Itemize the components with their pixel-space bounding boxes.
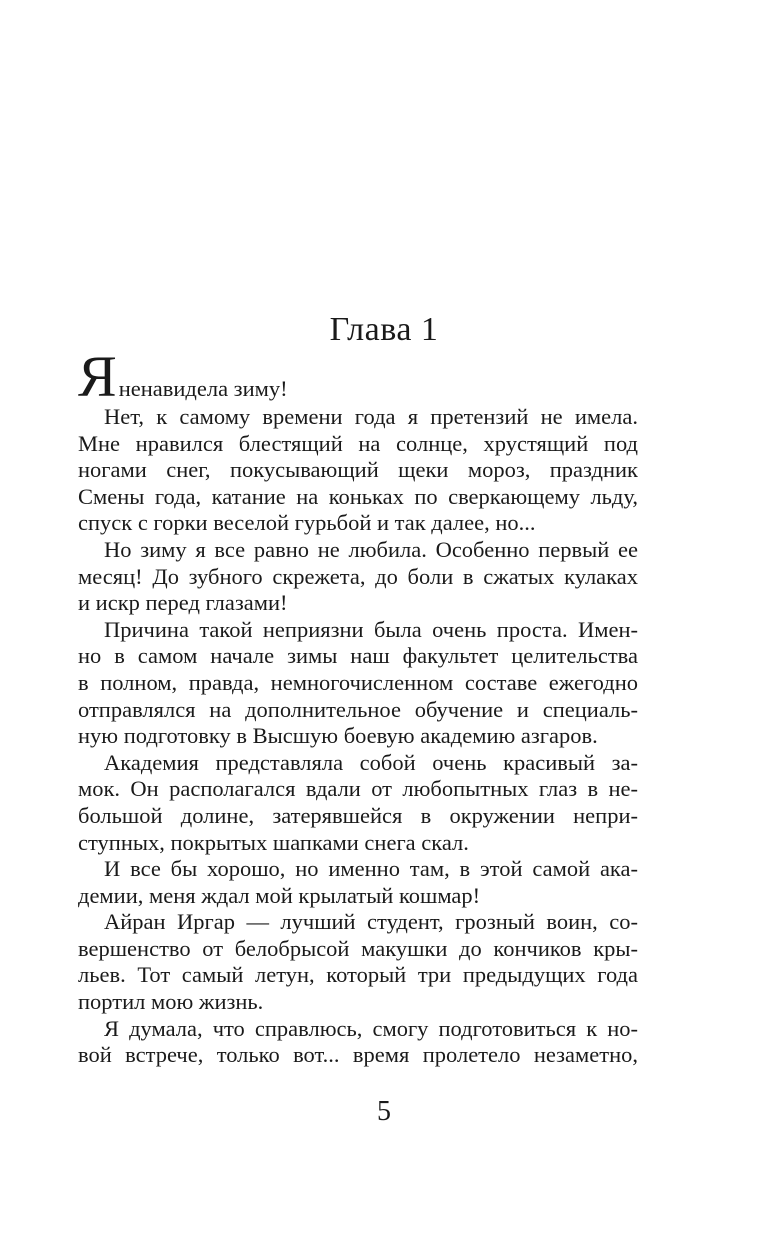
text-line: Причина такой неприязни была очень проста. Имен-	[104, 616, 638, 642]
drop-cap: Я	[78, 344, 117, 409]
text-line: Я думала, что справлюсь, смогу подготовиться к но-	[104, 1015, 638, 1041]
chapter-body	[78, 344, 638, 1069]
chapter-title: Глава 1	[329, 311, 439, 348]
text-line: мок. Он располагался вдали от любопытных глаз в не-	[78, 776, 638, 802]
text-line: вой встрече, только вот... время пролетело незаметно,	[78, 1042, 638, 1068]
text-line: месяц! До зубного скрежета, до боли в сжатых кулаках	[78, 563, 638, 589]
text-line: большой долине, затерявшейся в окружении непри-	[78, 802, 638, 828]
opening-line-text: ненавидела зиму!	[118, 376, 288, 401]
text-line: льев. Тот самый летун, который три предыдущих года	[78, 962, 638, 988]
text-lines	[78, 404, 638, 1069]
text-line: Нет, к самому времени года я претензий не имела.	[104, 404, 638, 429]
text-line: вершенство от белобрысой макушки до кончиков кры-	[78, 935, 638, 961]
text-line: И все бы хорошо, но именно там, в этой самой ака-	[104, 856, 638, 882]
text-line: Академия представляла собой очень красивый за-	[104, 749, 638, 775]
opening-line	[78, 344, 638, 409]
text-line: ступных, покрытых шапками снега скал.	[78, 829, 469, 855]
text-line: отправлялся на дополнительное обучение и специаль-	[78, 696, 638, 722]
text-line: в полном, правда, немногочисленном составе ежегодно	[78, 669, 638, 695]
text-line: Смены года, катание на коньках по сверкающему льду,	[78, 483, 638, 509]
page-number: 5	[377, 1096, 391, 1127]
text-line: но в самом начале зимы наш факультет целительства	[78, 643, 638, 669]
text-line: и искр перед глазами!	[78, 590, 288, 616]
text-line: Айран Иргар — лучший студент, грозный воин, со-	[104, 909, 638, 935]
text-line: Но зиму я все равно не любила. Особенно первый ее	[104, 536, 638, 562]
text-line: ногами снег, покусывающий щеки мороз, праздник	[78, 457, 638, 483]
text-line: спуск с горки веселой гурьбой и так далее, но...	[78, 510, 536, 536]
text-line: Мне нравился блестящий на солнце, хрустящий под	[78, 430, 638, 456]
text-line: портил мою жизнь.	[78, 989, 264, 1015]
text-line: демии, меня ждал мой крылатый кошмар!	[78, 882, 481, 908]
text-line: ную подготовку в Высшую боевую академию азгаров.	[78, 723, 598, 749]
